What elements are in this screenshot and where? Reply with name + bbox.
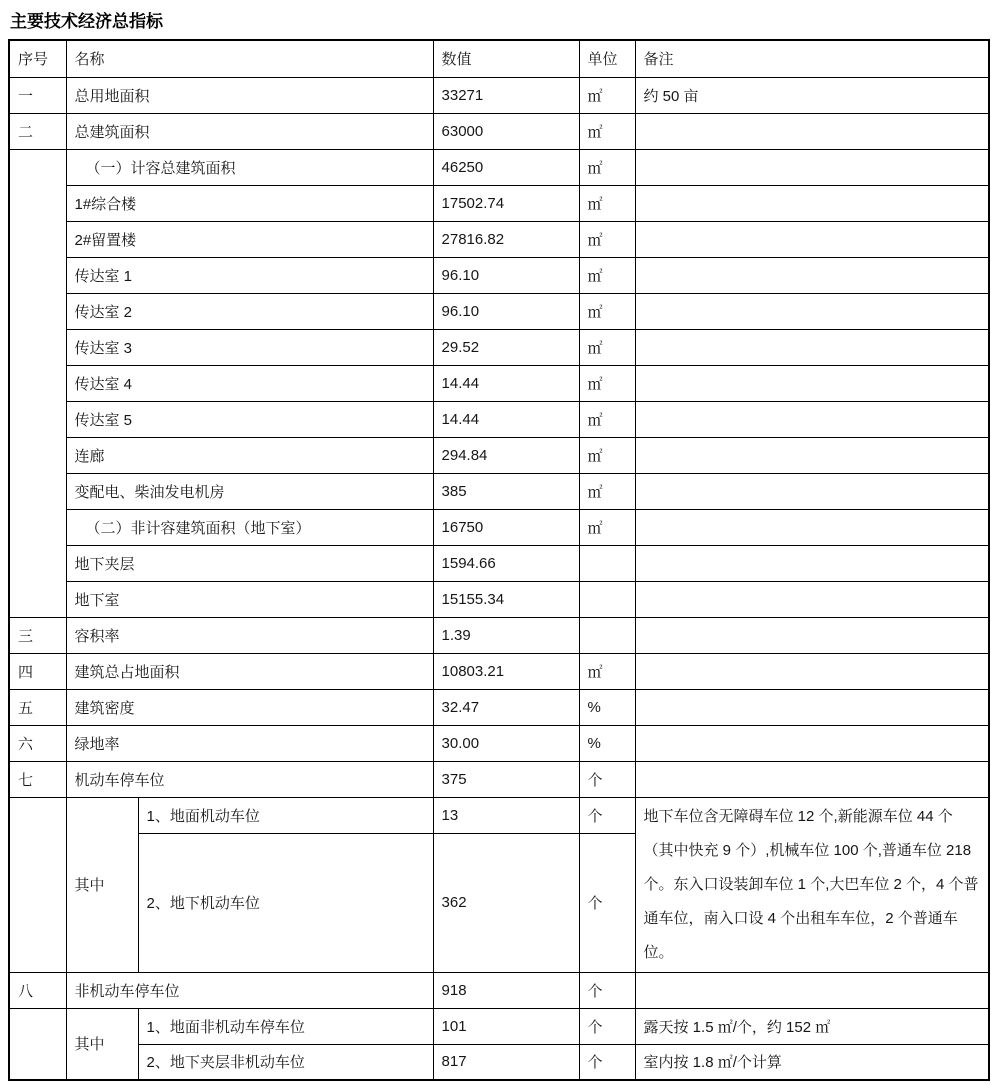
table-row bbox=[9, 401, 989, 437]
cell-value: 385 bbox=[433, 473, 579, 509]
cell-remark bbox=[635, 509, 989, 545]
cell-index-spacer bbox=[9, 149, 66, 617]
table-row bbox=[9, 473, 989, 509]
cell-remark: 约 50 亩 bbox=[635, 77, 989, 113]
header-value: 数值 bbox=[433, 40, 579, 77]
page-title: 主要技术经济总指标 bbox=[10, 12, 163, 31]
table-row bbox=[9, 77, 989, 113]
cell-unit: ㎡ bbox=[579, 473, 635, 509]
cell-value: 33271 bbox=[433, 77, 579, 113]
cell-name: 变配电、柴油发电机房 bbox=[66, 473, 433, 509]
cell-name: 地下室 bbox=[66, 581, 433, 617]
table-row bbox=[9, 185, 989, 221]
cell-unit: ㎡ bbox=[579, 113, 635, 149]
cell-unit: ㎡ bbox=[579, 509, 635, 545]
header-unit: 单位 bbox=[579, 40, 635, 77]
cell-unit: 个 bbox=[579, 1044, 635, 1080]
cell-value: 817 bbox=[433, 1044, 579, 1080]
cell-unit: 个 bbox=[579, 761, 635, 797]
cell-index: 一 bbox=[9, 77, 66, 113]
cell-unit: % bbox=[579, 725, 635, 761]
table-row bbox=[9, 509, 989, 545]
cell-name: （一）计容总建筑面积 bbox=[66, 149, 433, 185]
cell-name: （二）非计容建筑面积（地下室） bbox=[66, 509, 433, 545]
cell-unit: ㎡ bbox=[579, 257, 635, 293]
cell-index: 二 bbox=[9, 113, 66, 149]
table-row bbox=[9, 1008, 989, 1044]
cell-index: 四 bbox=[9, 653, 66, 689]
cell-name: 传达室 4 bbox=[66, 365, 433, 401]
header-index: 序号 bbox=[9, 40, 66, 77]
cell-value: 1594.66 bbox=[433, 545, 579, 581]
cell-value: 14.44 bbox=[433, 401, 579, 437]
header-row bbox=[9, 40, 989, 77]
cell-unit: ㎡ bbox=[579, 329, 635, 365]
cell-value: 30.00 bbox=[433, 725, 579, 761]
cell-name: 1#综合楼 bbox=[66, 185, 433, 221]
cell-unit: 个 bbox=[579, 797, 635, 834]
cell-unit: % bbox=[579, 689, 635, 725]
cell-index: 六 bbox=[9, 725, 66, 761]
cell-remark bbox=[635, 653, 989, 689]
table-row bbox=[9, 149, 989, 185]
cell-remark bbox=[635, 761, 989, 797]
cell-unit: ㎡ bbox=[579, 653, 635, 689]
cell-index: 八 bbox=[9, 972, 66, 1008]
cell-unit: ㎡ bbox=[579, 401, 635, 437]
cell-name: 传达室 5 bbox=[66, 401, 433, 437]
table-row bbox=[9, 972, 989, 1008]
indicators-table bbox=[8, 39, 990, 1081]
cell-value: 101 bbox=[433, 1008, 579, 1044]
cell-remark bbox=[635, 113, 989, 149]
cell-unit: ㎡ bbox=[579, 185, 635, 221]
cell-value: 13 bbox=[433, 797, 579, 834]
cell-remark bbox=[635, 437, 989, 473]
table-row bbox=[9, 221, 989, 257]
table-row bbox=[9, 689, 989, 725]
cell-name: 建筑密度 bbox=[66, 689, 433, 725]
cell-value: 96.10 bbox=[433, 293, 579, 329]
cell-value: 29.52 bbox=[433, 329, 579, 365]
cell-value: 46250 bbox=[433, 149, 579, 185]
cell-name: 机动车停车位 bbox=[66, 761, 433, 797]
cell-name: 建筑总占地面积 bbox=[66, 653, 433, 689]
cell-unit: ㎡ bbox=[579, 437, 635, 473]
cell-group-label: 其中 bbox=[66, 797, 138, 972]
cell-index: 七 bbox=[9, 761, 66, 797]
cell-remark bbox=[635, 401, 989, 437]
table-row bbox=[9, 113, 989, 149]
cell-remark bbox=[635, 617, 989, 653]
cell-name: 连廊 bbox=[66, 437, 433, 473]
table-row bbox=[9, 797, 989, 834]
cell-remark bbox=[635, 972, 989, 1008]
cell-value: 10803.21 bbox=[433, 653, 579, 689]
cell-remark bbox=[635, 221, 989, 257]
cell-name: 1、地面机动车位 bbox=[138, 797, 433, 834]
cell-value: 16750 bbox=[433, 509, 579, 545]
cell-unit: 个 bbox=[579, 972, 635, 1008]
cell-name: 地下夹层 bbox=[66, 545, 433, 581]
table-row bbox=[9, 293, 989, 329]
cell-index-spacer bbox=[9, 797, 66, 972]
cell-unit bbox=[579, 581, 635, 617]
cell-unit: ㎡ bbox=[579, 77, 635, 113]
table-row bbox=[9, 545, 989, 581]
cell-name: 非机动车停车位 bbox=[66, 972, 433, 1008]
cell-name: 2#留置楼 bbox=[66, 221, 433, 257]
table-row bbox=[9, 617, 989, 653]
cell-remark bbox=[635, 329, 989, 365]
cell-remark bbox=[635, 293, 989, 329]
cell-remark: 地下车位含无障碍车位 12 个,新能源车位 44 个（其中快充 9 个）,机械车位 100 个,普通车位 218 个。东入口设装卸车位 1 个,大巴车位 2 个，4 个普通车位，南入口设 4 个出租车车位，2 个普通车位。 bbox=[635, 797, 989, 972]
cell-remark: 露天按 1.5 ㎡/个，约 152 ㎡ bbox=[635, 1008, 989, 1044]
table-row bbox=[9, 1044, 989, 1080]
table-row bbox=[9, 257, 989, 293]
table-row bbox=[9, 725, 989, 761]
cell-value: 96.10 bbox=[433, 257, 579, 293]
header-remark: 备注 bbox=[635, 40, 989, 77]
cell-name: 传达室 1 bbox=[66, 257, 433, 293]
cell-value: 1.39 bbox=[433, 617, 579, 653]
cell-unit: 个 bbox=[579, 1008, 635, 1044]
cell-remark bbox=[635, 149, 989, 185]
cell-name: 1、地面非机动车停车位 bbox=[138, 1008, 433, 1044]
cell-name: 总建筑面积 bbox=[66, 113, 433, 149]
cell-remark bbox=[635, 185, 989, 221]
cell-name: 传达室 3 bbox=[66, 329, 433, 365]
cell-name: 2、地下夹层非机动车位 bbox=[138, 1044, 433, 1080]
cell-remark bbox=[635, 545, 989, 581]
cell-unit: ㎡ bbox=[579, 293, 635, 329]
cell-unit: ㎡ bbox=[579, 221, 635, 257]
table-row bbox=[9, 329, 989, 365]
table-row bbox=[9, 581, 989, 617]
table-row bbox=[9, 653, 989, 689]
cell-remark bbox=[635, 365, 989, 401]
cell-value: 918 bbox=[433, 972, 579, 1008]
cell-value: 362 bbox=[433, 834, 579, 972]
cell-unit: ㎡ bbox=[579, 149, 635, 185]
cell-value: 32.47 bbox=[433, 689, 579, 725]
table-row bbox=[9, 365, 989, 401]
cell-remark bbox=[635, 257, 989, 293]
header-name: 名称 bbox=[66, 40, 433, 77]
cell-group-label: 其中 bbox=[66, 1008, 138, 1080]
cell-unit bbox=[579, 617, 635, 653]
cell-name: 传达室 2 bbox=[66, 293, 433, 329]
cell-remark: 室内按 1.8 ㎡/个计算 bbox=[635, 1044, 989, 1080]
cell-value: 14.44 bbox=[433, 365, 579, 401]
cell-remark bbox=[635, 581, 989, 617]
cell-unit: ㎡ bbox=[579, 365, 635, 401]
cell-unit: 个 bbox=[579, 834, 635, 972]
cell-name: 绿地率 bbox=[66, 725, 433, 761]
cell-index: 五 bbox=[9, 689, 66, 725]
cell-value: 27816.82 bbox=[433, 221, 579, 257]
cell-value: 294.84 bbox=[433, 437, 579, 473]
cell-value: 375 bbox=[433, 761, 579, 797]
table-row bbox=[9, 437, 989, 473]
cell-unit bbox=[579, 545, 635, 581]
cell-name: 2、地下机动车位 bbox=[138, 834, 433, 972]
cell-remark bbox=[635, 725, 989, 761]
table-row bbox=[9, 761, 989, 797]
cell-value: 15155.34 bbox=[433, 581, 579, 617]
cell-name: 总用地面积 bbox=[66, 77, 433, 113]
cell-remark bbox=[635, 473, 989, 509]
cell-index-spacer bbox=[9, 1008, 66, 1080]
cell-index: 三 bbox=[9, 617, 66, 653]
cell-value: 63000 bbox=[433, 113, 579, 149]
cell-remark bbox=[635, 689, 989, 725]
cell-name: 容积率 bbox=[66, 617, 433, 653]
cell-value: 17502.74 bbox=[433, 185, 579, 221]
